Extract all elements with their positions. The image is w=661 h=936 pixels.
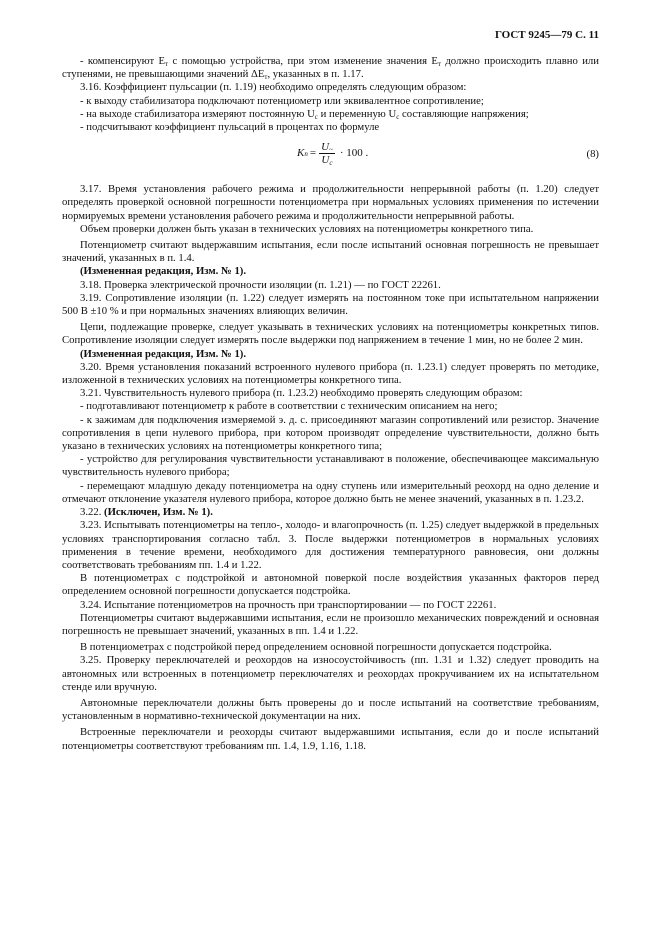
paragraph: 3.21. Чувствительность нулевого прибора (п. 1.23.2) необходимо проверять следующим образом:	[80, 387, 523, 400]
amendment-note: (Измененная редакция, Изм. № 1).	[80, 347, 247, 360]
paragraph: Объем проверки должен быть указан в технических условиях на потенциометры конкретного типа.	[80, 222, 534, 235]
formula-8	[62, 137, 599, 177]
paragraph: 3.23. Испытывать потенциометры на тепло-, холодо- и влагопрочность (п. 1.25) следует выдержкой в предельных условиях транспортирования согласно табл. 3. После выдержки потенциометров в нормальных условиях применения в течение времени, необходимого для достижения температурного равновесия, они должны соответствовать требованиям пп. 1.4 и 1.22.	[62, 519, 599, 571]
paragraph: - перемещают младшую декаду потенциометра на одну ступень или измерительный реохорд на одно деление и отмечают отклонение указателя нулевого прибора, которое должно быть не менее значений, указанных в п. 1.23.2.	[62, 479, 599, 505]
formula-fraction: $\frac{U_\sim}{U_с}$	[321, 141, 333, 168]
paragraph: Цепи, подлежащие проверке, следует указывать в технических условиях на потенциометры конкретных типов. Сопротивление изоляции следует измерять после выдержки под напряжением в течение 1 мин, но не более 2 мин.	[62, 321, 599, 347]
paragraph: - к зажимам для подключения измеряемой э. д. с. присоединяют магазин сопротивлений или резистор. Значение сопротивления в цепи нулевого прибора, при котором производят определение чувствительности, должно быть указано в технических условиях на потенциометры конкретного типа;	[62, 413, 599, 453]
formula-number: (8)	[586, 148, 599, 161]
paragraph: 3.19. Сопротивление изоляции (п. 1.22) следует измерять на постоянном токе при испытательном напряжении 500 В ±10 % и при нормальных значениях влияющих величин.	[62, 291, 599, 318]
paragraph: 3.24. Испытание потенциометров на прочность при транспортировании — по ГОСТ 22261.	[80, 598, 497, 611]
amendment-note: (Измененная редакция, Изм. № 1).	[80, 265, 247, 278]
paragraph: 3.20. Время установления показаний встроенного нулевого прибора (п. 1.23.1) следует проверять по методике, изложенной в технических условиях на потенциометры конкретного типа.	[62, 360, 599, 387]
paragraph: Встроенные переключатели и реохорды считают выдержавшими испытания, если до и после испытаний потенциометры соответствуют требованиям пп. 1.4, 1.9, 1.16, 1.18.	[62, 726, 599, 752]
paragraph: Потенциометр считают выдержавшим испытания, если после испытаний основная погрешность не превышает значений, указанных в п. 1.4.	[62, 239, 599, 265]
paragraph: В потенциометрах с подстройкой перед определением основной погрешности допускается подстройка.	[80, 641, 552, 654]
paragraph: - на выходе стабилизатора измеряют постоянную $U_с$ и переменную $U_с$ составляющие напряжения;	[80, 107, 529, 121]
paragraph: - компенсируют $E_т$ с помощью устройства, при этом изменение значения $E_т$ должно происходить плавно или ступенями, не превышающими значений $\Delta E_т$, указанных в п. 1.17.	[62, 55, 599, 82]
formula-expression: K п = $\frac{U_\sim}{U_с}$ · 100 .	[297, 141, 369, 168]
paragraph: 3.18. Проверка электрической прочности изоляции (п. 1.21) — по ГОСТ 22261.	[80, 278, 441, 291]
paragraph: Автономные переключатели должны быть проверены до и после испытаний на соответствие требованиям, установленным в нормативно-технической документации на них.	[62, 696, 599, 723]
paragraph: В потенциометрах с подстройкой и автономной поверкой после воздействия указанных факторов перед определением основной погрешности допускается подстройка.	[62, 572, 599, 598]
paragraph: 3.22. (Исключен, Изм. № 1).	[80, 506, 213, 519]
paragraph: - подсчитывают коэффициент пульсаций в процентах по формуле	[80, 121, 380, 134]
paragraph: - подготавливают потенциометр к работе в соответствии с техническим описанием на него;	[80, 400, 498, 413]
paragraph: Потенциометры считают выдержавшими испытания, если не произошло механических повреждений и основная погрешность не превышает значений, указанных в пп. 1.4 и 1.22.	[62, 611, 599, 637]
paragraph: 3.25. Проверку переключателей и реохордов на износоустойчивость (пп. 1.31 и 1.32) следует проводить на автономных или встроенных в потенциометр переключателях и реохордах прокручиванием их на испытательном стенде или вручную.	[62, 654, 599, 693]
paragraph: - к выходу стабилизатора подключают потенциометр или эквивалентное сопротивление;	[80, 94, 484, 107]
paragraph: 3.17. Время установления рабочего режима и продолжительности непрерывной работы (п. 1.20) следует определять проверкой основной погрешности потенциометра при нормальных условиях применения по истечении нормируемых времени установления рабочего режима и продолжительности непрерывной работы.	[62, 183, 599, 222]
paragraph: - устройство для регулирования чувствительности устанавливают в положение, обеспечивающее максимальную чувствительность нулевого прибора;	[62, 453, 599, 479]
page-header: ГОСТ 9245—79 С. 11	[494, 29, 599, 41]
paragraph: 3.16. Коэффициент пульсации (п. 1.19) необходимо определять следующим образом:	[80, 81, 467, 94]
